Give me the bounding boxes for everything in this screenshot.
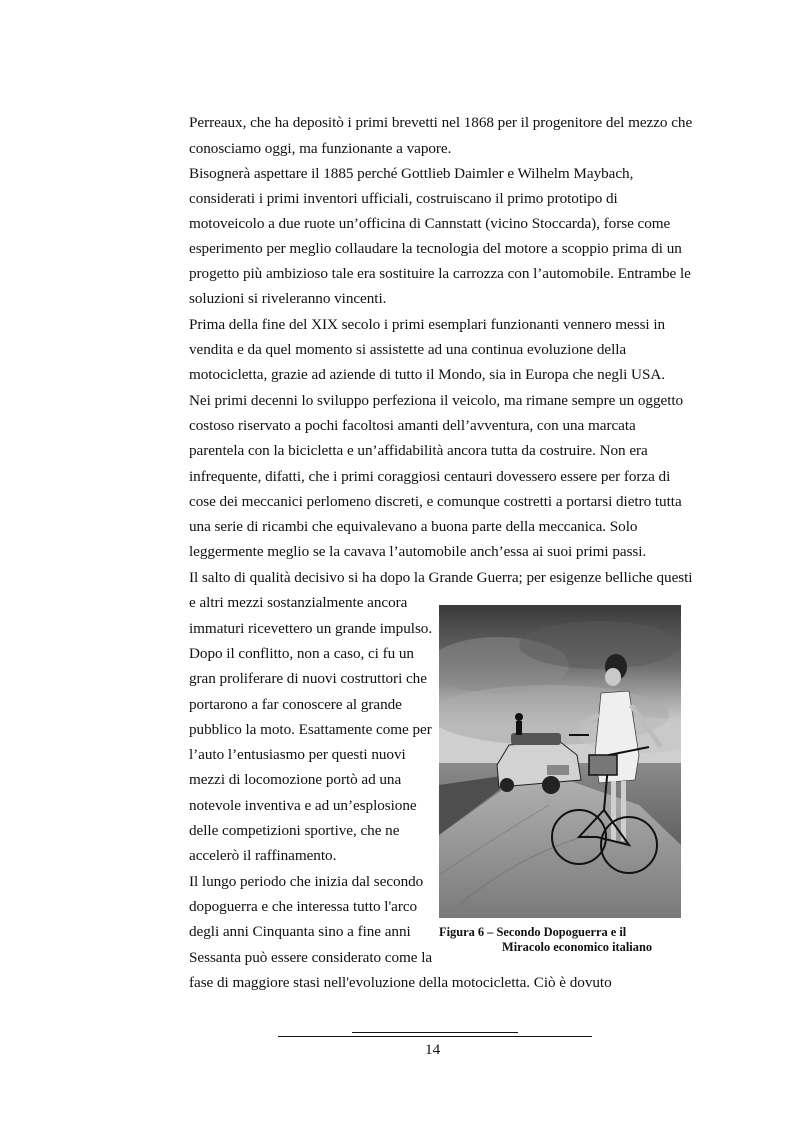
body-text-line: vendita e da quel momento si assistette ad una continua evoluzione della: [189, 341, 627, 358]
figure-caption-line-2: Miracolo economico italiano: [502, 940, 653, 954]
body-text-line: leggermente meglio se la cavava l’automobile anch’essa ai suoi primi passi.: [189, 543, 647, 560]
figure-photo: [439, 605, 681, 918]
body-text-line: immaturi ricevettero un grande impulso.: [189, 620, 433, 637]
body-text-line: Sessanta può essere considerato come la: [189, 949, 433, 966]
footer-rule-long: [278, 1036, 592, 1037]
body-text-line: conosciamo oggi, ma funzionante a vapore.: [189, 140, 452, 157]
body-text-line: Il salto di qualità decisivo si ha dopo la Grande Guerra; per esigenze belliche questi: [189, 569, 693, 586]
body-text-line: fase di maggiore stasi nell'evoluzione della motocicletta. Ciò è dovuto: [189, 974, 612, 991]
body-text-line: portarono a far conoscere al grande: [189, 696, 402, 713]
body-text-line: notevole inventiva e ad un’esplosione: [189, 797, 417, 814]
body-text-line: delle competizioni sportive, che ne: [189, 822, 400, 839]
body-text-line: gran proliferare di nuovi costruttori che: [189, 670, 427, 687]
body-text-line: Dopo il conflitto, non a caso, ci fu un: [189, 645, 414, 662]
page-number: 14: [425, 1041, 441, 1058]
body-text-line: motocicletta, grazie ad aziende di tutto il Mondo, sia in Europa che negli USA.: [189, 366, 666, 383]
body-text-line: degli anni Cinquanta sino a fine anni: [189, 923, 411, 940]
body-text-line: esperimento per meglio collaudare la tecnologia del motore a scoppio prima di un: [189, 240, 682, 257]
body-text-line: parentela con la bicicletta e un’affidabilità ancora tutta da costruire. Non era: [189, 442, 648, 459]
body-text-line: progetto più ambizioso tale era sostituire la carrozza con l’automobile. Entrambe le: [189, 265, 691, 282]
body-text-line: cose dei meccanici perlomeno discreti, e comunque costretti a portarsi dietro tutta: [189, 493, 682, 510]
body-text-line: una serie di ricambi che equivalevano a buona parte della meccanica. Solo: [189, 518, 638, 535]
body-text-line: Perreaux, che ha depositò i primi brevetti nel 1868 per il progenitore del mezzo che: [189, 114, 693, 131]
body-text-line: considerati i primi inventori ufficiali, costruiscano il primo prototipo di: [189, 190, 618, 207]
figure-caption-line-1: Figura 6 – Secondo Dopoguerra e il: [439, 925, 627, 939]
body-text-line: soluzioni si riveleranno vincenti.: [189, 290, 387, 307]
body-text-line: e altri mezzi sostanzialmente ancora: [189, 594, 408, 611]
footer-rule-short: [352, 1032, 518, 1033]
body-text-line: mezzi di locomozione portò ad una: [189, 771, 402, 788]
body-text-line: accelerò il raffinamento.: [189, 847, 337, 864]
body-text-line: Bisognerà aspettare il 1885 perché Gottlieb Daimler e Wilhelm Maybach,: [189, 165, 634, 182]
body-text-line: dopoguerra e che interessa tutto l'arco: [189, 898, 418, 915]
body-text-line: Nei primi decenni lo sviluppo perfeziona il veicolo, ma rimane sempre un oggetto: [189, 392, 684, 409]
body-text-line: l’auto l’entusiasmo per questi nuovi: [189, 746, 406, 763]
body-text-line: pubblico la moto. Esattamente come per: [189, 721, 432, 738]
vintage-photo-illustration: [439, 605, 681, 918]
body-text-line: infrequente, difatti, che i primi coraggiosi centauri dovessero essere per forza di: [189, 468, 671, 485]
body-text-line: motoveicolo a due ruote un’officina di Cannstatt (vicino Stoccarda), forse come: [189, 215, 671, 232]
body-text-line: Prima della fine del XIX secolo i primi esemplari funzionanti vennero messi in: [189, 316, 666, 333]
body-text-line: costoso riservato a pochi facoltosi amanti dell’avventura, con una marcata: [189, 417, 636, 434]
body-text-line: Il lungo periodo che inizia dal secondo: [189, 873, 424, 890]
